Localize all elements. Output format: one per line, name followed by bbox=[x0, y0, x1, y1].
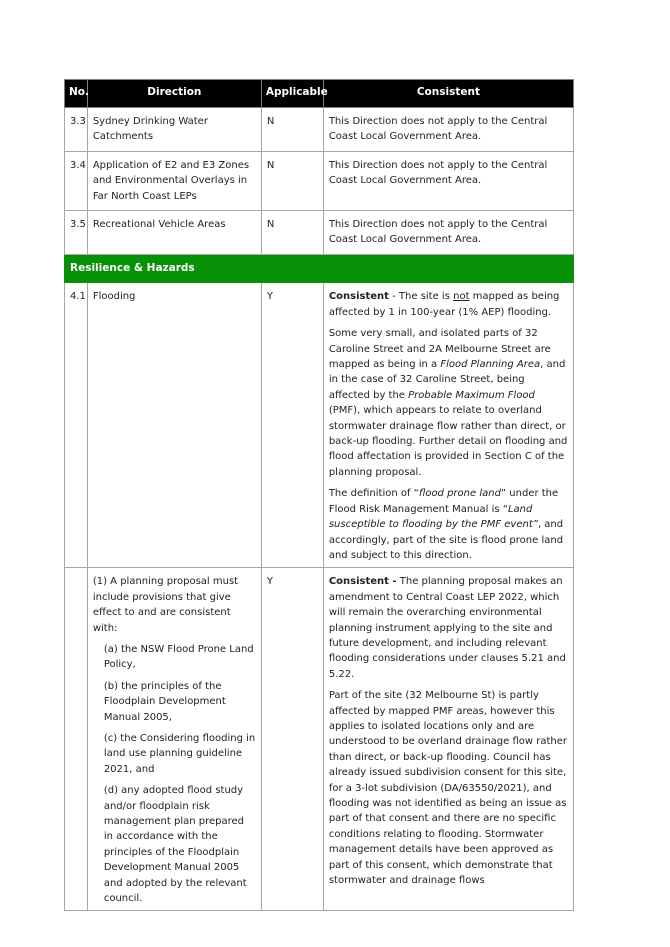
text-span: (PMF), which appears to relate to overland stormwater drainage flow rather than direct, or back-up flooding. Further detail on flooding and flood affectation is provided in Section C of the planning proposal. bbox=[328, 405, 568, 478]
provision-intro: (1) A planning proposal must include provisions that give effect to and are consistent with: bbox=[92, 576, 239, 634]
header-direction: Direction bbox=[87, 80, 261, 108]
text-span: ” under the Flood Risk Management Manual is “ bbox=[328, 488, 559, 515]
text-span: mapped as being affected by 1 in 100-year (1% AEP) flooding. bbox=[328, 291, 560, 318]
text-span: , and in the case of 32 Caroline Street, being affected by the bbox=[328, 359, 566, 401]
consistent-label: Consistent bbox=[328, 291, 389, 303]
italic-text: Flood Planning Area bbox=[440, 359, 541, 371]
header-applicable: Applicable bbox=[261, 80, 323, 108]
cell-applicable: N bbox=[261, 108, 323, 152]
italic-text: flood prone land bbox=[418, 488, 501, 500]
text-span: - The site is bbox=[388, 291, 454, 303]
cell-applicable: Y bbox=[261, 568, 323, 911]
header-consistent: Consistent bbox=[323, 80, 573, 108]
table-header-row bbox=[65, 80, 574, 108]
underlined-text: not bbox=[453, 291, 470, 303]
cell-direction: Recreational Vehicle Areas bbox=[87, 211, 261, 255]
cell-consistent bbox=[323, 283, 573, 568]
pmf-paragraph: Part of the site (32 Melbourne St) is partly affected by mapped PMF areas, however this applies to isolated locations only and are understood to be overland drainage flow rather than direct, or back-up flooding. Council has already issued subdivision consent for this site, for a 3-lot subdivision (DA/63550/2021), and flooding was not identified as being an issue as part of that consent and there are no specific conditions relating to flooding. Stormwater management details have been approved as part of this consent, which demonstrate that stormwater and drainage flows bbox=[328, 690, 568, 887]
cell-consistent: This Direction does not apply to the Central Coast Local Government Area. bbox=[323, 211, 573, 255]
cell-no: 3.4 bbox=[65, 152, 88, 211]
cell-consistent: This Direction does not apply to the Central Coast Local Government Area. bbox=[323, 108, 573, 152]
text-span: The definition of “ bbox=[328, 488, 419, 500]
cell-no: 4.1 bbox=[65, 283, 88, 568]
table-row bbox=[65, 568, 574, 911]
cell-direction bbox=[87, 568, 261, 911]
provision-item: (a) the NSW Flood Prone Land Policy, bbox=[103, 643, 254, 671]
section-title: Resilience & Hazards bbox=[65, 255, 574, 283]
italic-text: Land susceptible to flooding by the PMF event” bbox=[328, 503, 538, 531]
cell-applicable: N bbox=[261, 211, 323, 255]
text-span: Some very small, and isolated parts of 32 Caroline Street and 2A Melbourne Street are mapped as being in a bbox=[328, 328, 551, 371]
cell-applicable: N bbox=[261, 152, 323, 211]
cell-no bbox=[65, 568, 88, 911]
provision-item: (c) the Considering flooding in land use planning guideline 2021, and bbox=[103, 732, 256, 775]
header-no: No. bbox=[65, 80, 88, 108]
planning-directions-table bbox=[64, 79, 574, 911]
cell-applicable: Y bbox=[261, 283, 323, 568]
provision-item: (d) any adopted flood study and/or floodplain risk management plan prepared in accordance with the principles of the Floodplain Development Manual 2005 and adopted by the relevant council. bbox=[103, 785, 247, 905]
provision-item: (b) the principles of the Floodplain Development Manual 2005, bbox=[103, 680, 226, 723]
cell-consistent: This Direction does not apply to the Central Coast Local Government Area. bbox=[323, 152, 573, 211]
cell-no: 3.3 bbox=[65, 108, 88, 152]
definition-paragraph bbox=[329, 486, 568, 563]
cell-direction: Application of E2 and E3 Zones and Environmental Overlays in Far North Coast LEPs bbox=[87, 152, 261, 211]
italic-text: Probable Maximum Flood bbox=[408, 389, 535, 401]
table-row bbox=[65, 211, 574, 255]
flood-detail-paragraph bbox=[329, 326, 568, 480]
consistency-paragraph bbox=[329, 289, 568, 320]
consistent-label: Consistent - bbox=[328, 576, 397, 588]
consistency-paragraph bbox=[329, 574, 568, 682]
cell-direction: Sydney Drinking Water Catchments bbox=[87, 108, 261, 152]
table-row bbox=[65, 108, 574, 152]
cell-no: 3.5 bbox=[65, 211, 88, 255]
cell-consistent bbox=[323, 568, 573, 911]
table-row bbox=[65, 152, 574, 211]
text-span: , and accordingly, part of the site is flood prone land and subject to this direction. bbox=[328, 519, 564, 561]
section-row bbox=[65, 255, 574, 283]
text-span: The planning proposal makes an amendment to Central Coast LEP 2022, which will remain the overarching environmental planning instrument applying to the site and future development, and including relevant flooding considerations under clauses 5.21 and 5.22. bbox=[328, 576, 566, 680]
table-row bbox=[65, 283, 574, 568]
cell-direction: Flooding bbox=[87, 283, 261, 568]
